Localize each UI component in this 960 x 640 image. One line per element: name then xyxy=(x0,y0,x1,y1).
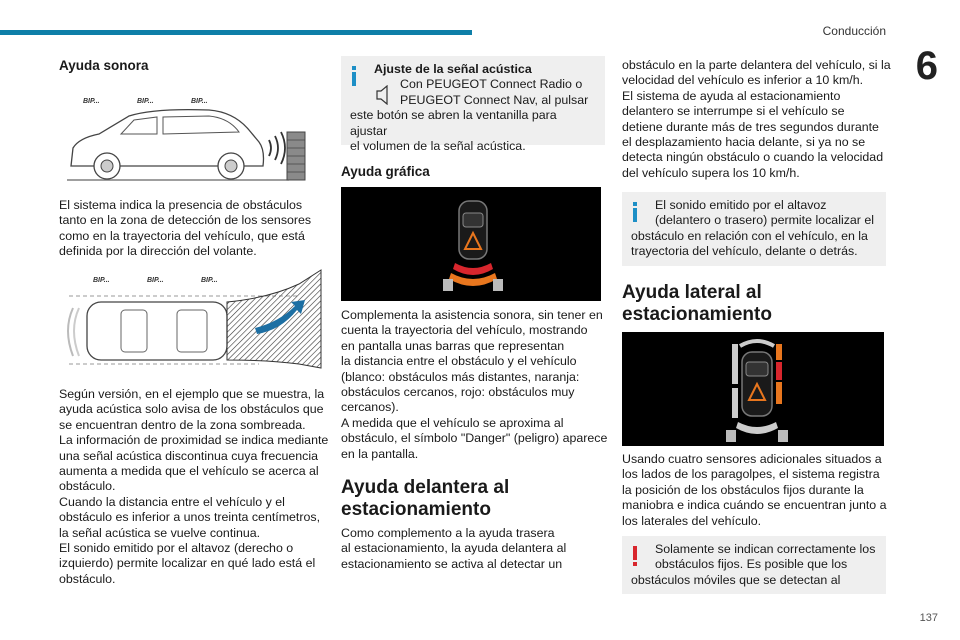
info-line: El sonido emitido por el altavoz xyxy=(655,198,827,212)
bip-label: BIP... xyxy=(137,98,154,105)
bip-label: BIP... xyxy=(93,277,110,284)
section-title: Conducción xyxy=(822,24,886,38)
paragraph-version: Según versión, en el ejemplo que se muestra, la ayuda acústica solo avisa de los obstáculos que se encuentran dentro de la zona sombreada. La información de proximidad se indica mediante una señal acústica discontinua cuya frecuencia aumenta a medida que el vehículo se acerca al obstáculo. Cuando la distancia entre el vehículo y el obstáculo es inferior a unos treinta centímetros, la señal acústica se vuelve continua. El sonido emitido por el altavoz (derecho o izquierdo) permite localizar en qué lado está el obstáculo. xyxy=(59,387,329,586)
paragraph-graphic: Complementa la asistencia sonora, sin tener en cuenta la trayectoria del vehículo, mostrando en pantalla unas barras que representan la distancia entre el obstáculo y el vehículo (blanco: obstáculos más distantes, naranja: obstáculos cercanos, rojo: obstáculos muy cercanos). A medida que el vehículo se aproxima al obstáculo, el símbolo "Danger" (peligro) aparece en la pantalla. xyxy=(341,308,608,461)
info-box-acoustic xyxy=(341,56,605,154)
paragraph-front: Como complemento a la ayuda trasera al estacionamiento, la ayuda delantera al estacionamiento se activa al detectar un xyxy=(341,526,567,571)
car-top-illustration xyxy=(59,268,324,374)
info-line: Con PEUGEOT Connect Radio o xyxy=(400,77,583,92)
heading-ayuda-grafica: Ayuda gráfica xyxy=(341,164,430,179)
side-assist-image xyxy=(622,332,884,446)
info-icon xyxy=(631,202,639,222)
page-number: 137 xyxy=(919,612,938,624)
heading-ayuda-delantera: Ayuda delantera al estacionamiento xyxy=(341,477,510,520)
paragraph-detection: El sistema indica la presencia de obstáculos tanto en la zona de detección de los sensores como en la trayectoria del vehículo, que está definida por la dirección del volante. xyxy=(59,198,312,259)
bip-label: BIP... xyxy=(83,98,100,105)
chapter-number: 6 xyxy=(915,44,938,88)
graphic-display-image xyxy=(341,187,601,301)
bip-label: BIP... xyxy=(201,277,218,284)
info-title: Ajuste de la señal acústica xyxy=(374,62,532,76)
paragraph-front-continued: obstáculo en la parte delantera del vehículo, si la velocidad del vehículo es inferior a 10 km/h. El sistema de ayuda al estacionamiento delantero se interrumpe si el vehículo se detiene durante más de tres segundos durante el desplazamiento hacia delante, si ya no se detecta ningún obstáculo o cuando la velocidad del vehículo supera los 10 km/h. xyxy=(622,58,891,180)
info-text: obstáculo en relación con el vehículo, en la trayectoria del vehículo, delante o detrás. xyxy=(631,228,868,259)
info-line: (delantero o trasero) permite localizar el xyxy=(655,213,874,228)
bip-label: BIP... xyxy=(147,277,164,284)
car-side-illustration xyxy=(59,90,319,182)
bip-label: BIP... xyxy=(191,98,208,105)
warning-box xyxy=(622,536,886,594)
paragraph-side: Usando cuatro sensores adicionales situados a los lados de los paragolpes, el sistema registra la posición de los obstáculos fijos durante la maniobra e indica cuándo se encuentran junto a los laterales del vehículo. xyxy=(622,452,887,528)
info-text: este botón se abren la ventanilla para ajustar el volumen de la señal acústica. xyxy=(350,108,557,154)
warning-text: obstáculos móviles que se detectan al xyxy=(631,572,841,587)
speaker-icon xyxy=(376,85,390,105)
info-box-speaker xyxy=(622,192,886,266)
heading-ayuda-lateral: Ayuda lateral al estacionamiento xyxy=(622,282,772,325)
warning-line: obstáculos fijos. Es posible que los xyxy=(655,557,848,572)
warning-icon xyxy=(631,546,639,566)
heading-ayuda-sonora: Ayuda sonora xyxy=(59,58,149,73)
header-accent-bar xyxy=(0,30,472,35)
info-line: PEUGEOT Connect Nav, al pulsar xyxy=(400,92,589,107)
warning-line: Solamente se indican correctamente los xyxy=(655,542,876,556)
